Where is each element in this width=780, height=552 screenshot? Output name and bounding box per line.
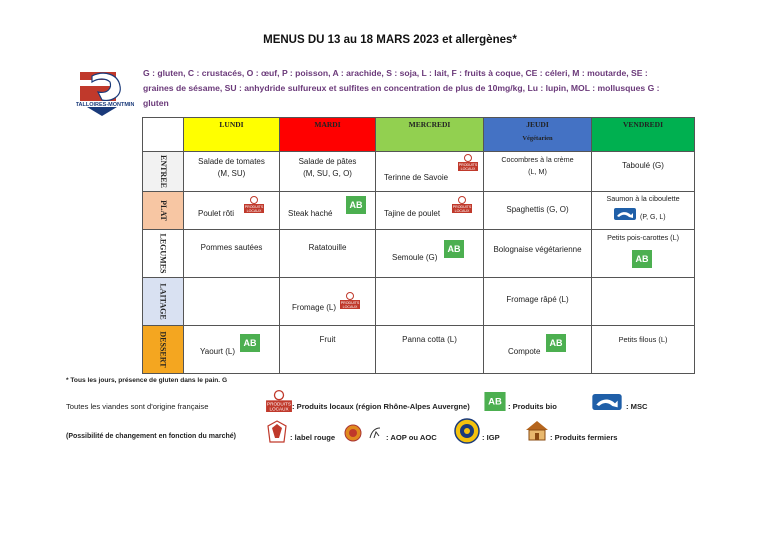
svg-text:LOCAUX: LOCAUX (342, 305, 358, 309)
day-header-lundi: LUNDI (184, 118, 280, 152)
produits-fermiers-icon (524, 418, 550, 442)
bio-ab-icon (444, 240, 464, 258)
menu-table (142, 117, 695, 374)
legend-igp: : IGP (482, 433, 500, 442)
legend-msc: : MSC (626, 402, 648, 411)
svg-text:LOCAUX: LOCAUX (454, 209, 470, 213)
produits-locaux-icon (452, 196, 472, 213)
row-label-entree: ENTREE (143, 152, 184, 192)
svg-text:PRODUITS: PRODUITS (340, 301, 360, 305)
menu-cell: Salade de tomates (M, SU) (184, 152, 280, 192)
bio-ab-icon (632, 250, 652, 268)
svg-text:AB: AB (447, 244, 461, 254)
menu-cell: Fruit (280, 326, 376, 374)
menu-cell: Fromage (L) PRODUITS LOCAUX (280, 278, 376, 326)
vegetarian-note: Végétarien (522, 135, 553, 142)
produits-locaux-icon (458, 154, 478, 171)
allergens-legend: G : gluten, C : crustacés, O : œuf, P : poisson, A : arachide, S : soja, L : lait, F : fruits à coque, CE : céleri, M : moutarde, SE : graines de sésame, SU : anhydride sulfureux et sulfites en concentration de plus de 10mg/kg, Lu : lupin, MOL : mollusques G : gluten (143, 68, 660, 108)
menu-cell: Petits filous (L) (592, 326, 695, 374)
menu-cell: Saumon à la ciboulette (P, G, L) (592, 192, 695, 230)
row-label-dessert: DESSERT (143, 326, 184, 374)
menu-cell: Tajine de poulet PRODUITS LOCAUX (376, 192, 484, 230)
label-rouge-icon (266, 420, 288, 444)
menu-cell: Cocombres à la crème (L, M) (484, 152, 592, 192)
menu-cell: Fromage râpé (L) (484, 278, 592, 326)
bio-ab-icon (240, 334, 260, 352)
produits-locaux-icon (340, 292, 360, 309)
menu-cell: Semoule (G) AB (376, 230, 484, 278)
legend-label-rouge: : label rouge (290, 433, 336, 442)
svg-text:AB: AB (488, 396, 502, 408)
produits-locaux-icon (244, 196, 264, 213)
svg-text:AB: AB (635, 254, 649, 264)
bio-ab-icon (346, 196, 366, 214)
day-header-jeudi: JEUDI Végétarien (484, 118, 592, 152)
day-header-vendredi: VENDREDI (592, 118, 695, 152)
legend-fermiers: : Produits fermiers (550, 433, 618, 442)
menu-cell (376, 278, 484, 326)
row-label-laitage: LAITAGE (143, 278, 184, 326)
svg-text:LOCAUX: LOCAUX (246, 209, 262, 213)
day-header-mercredi: MERCREDI (376, 118, 484, 152)
row-label-plat: PLAT (143, 192, 184, 230)
igp-icon (454, 418, 480, 444)
svg-text:AB: AB (349, 200, 363, 210)
bio-ab-icon (546, 334, 566, 352)
svg-text:PRODUITS: PRODUITS (452, 205, 472, 209)
aop-aoc-icon (344, 424, 386, 442)
row-label-legumes: LEGUMES (143, 230, 184, 278)
menu-cell: Steak haché AB (280, 192, 376, 230)
svg-text:LOCAUX: LOCAUX (460, 167, 476, 171)
table-corner (143, 118, 184, 152)
menu-cell: Taboulé (G) (592, 152, 695, 192)
menu-cell (184, 278, 280, 326)
msc-icon (614, 208, 636, 220)
bio-ab-icon (484, 392, 506, 411)
menu-cell: Terinne de Savoie PRODUITS LOCAUX (376, 152, 484, 192)
svg-text:TALLOIRES-MONTMIN: TALLOIRES-MONTMIN (76, 102, 134, 108)
menu-cell: Yaourt (L) AB (184, 326, 280, 374)
page-title: MENUS DU 13 au 18 MARS 2023 et allergènes* (263, 34, 517, 46)
menu-cell: Petits pois-carottes (L) AB (592, 230, 695, 278)
menu-cell: Compote AB (484, 326, 592, 374)
menu-cell: Salade de pâtes (M, SU, G, O) (280, 152, 376, 192)
changement-note: (Possibilité de changement en fonction du marché) (66, 433, 236, 440)
svg-text:PRODUITS: PRODUITS (458, 163, 478, 167)
menu-cell: Bolognaise végétarienne (484, 230, 592, 278)
legend-aop: : AOP ou AOC (386, 433, 437, 442)
svg-text:AB: AB (243, 338, 257, 348)
menu-cell: Poulet rôti PRODUITS LOCAUX (184, 192, 280, 230)
produits-locaux-icon (266, 390, 292, 412)
menu-cell: Panna cotta (L) (376, 326, 484, 374)
day-header-mardi: MARDI (280, 118, 376, 152)
svg-text:LOCAUX: LOCAUX (269, 406, 289, 412)
svg-text:PRODUITS: PRODUITS (267, 401, 291, 407)
svg-text:AB: AB (549, 338, 563, 348)
menu-cell: Pommes sautées (184, 230, 280, 278)
msc-icon (590, 394, 624, 410)
legend-local: : Produits locaux (région Rhône-Alpes Auvergne) (292, 402, 470, 411)
menu-cell: Ratatouille (280, 230, 376, 278)
menu-cell: Spaghettis (G, O) (484, 192, 592, 230)
gluten-note: * Tous les jours, présence de gluten dans le pain. G (66, 377, 228, 384)
svg-text:PRODUITS: PRODUITS (244, 205, 264, 209)
legend-bio: : Produits bio (508, 402, 557, 411)
menu-cell (592, 278, 695, 326)
viandes-note: Toutes les viandes sont d'origine française (66, 402, 209, 411)
talloires-montmin-logo (76, 70, 134, 118)
